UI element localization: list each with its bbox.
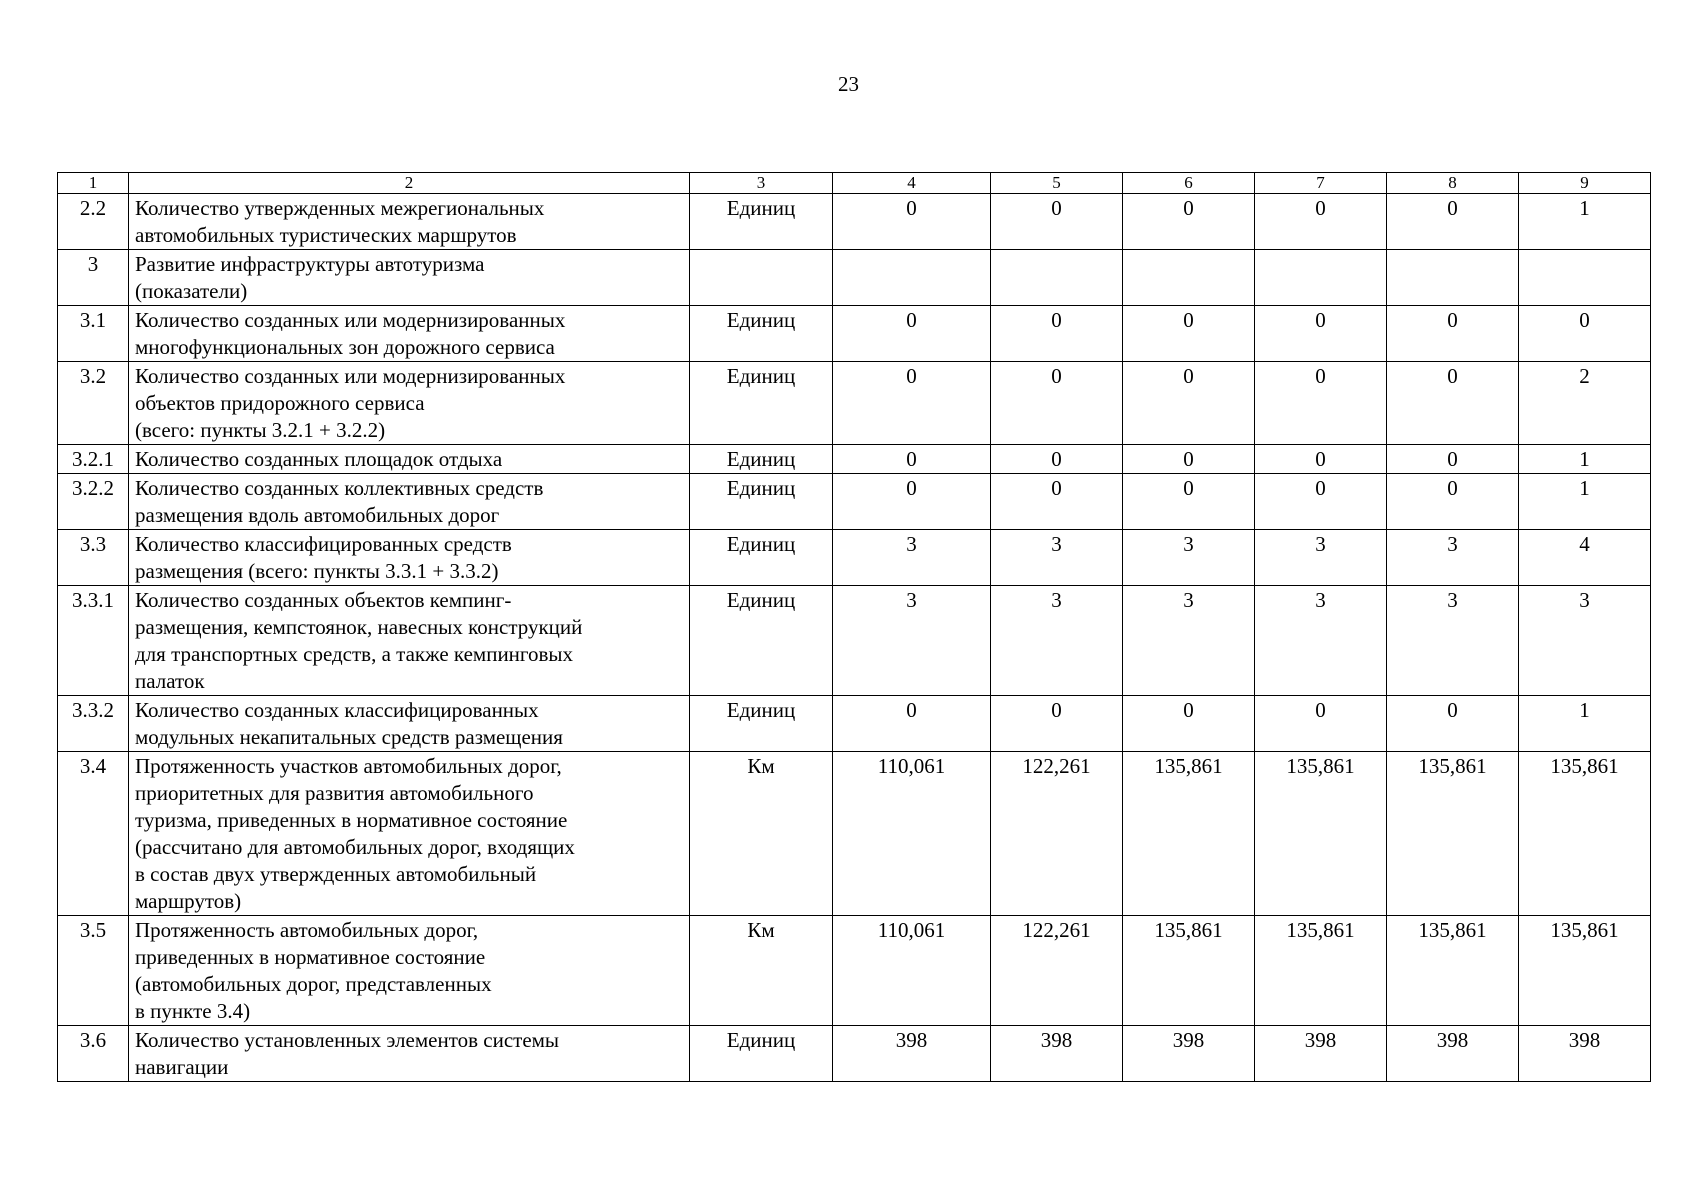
table-row <box>58 250 1651 306</box>
value-cell: 3 <box>1255 530 1387 586</box>
value-cell: 0 <box>1387 696 1519 752</box>
indicator-name <box>129 445 690 474</box>
value-cell: 0 <box>991 306 1123 362</box>
indicator-name-line: размещения вдоль автомобильных дорог <box>135 503 500 527</box>
value-cell: 0 <box>991 194 1123 250</box>
table-row <box>58 445 1651 474</box>
value-cell: 0 <box>1255 306 1387 362</box>
indicator-name-line: (рассчитано для автомобильных дорог, входящих <box>135 835 575 859</box>
indicator-name-line: в пункте 3.4) <box>135 999 251 1023</box>
indicator-name <box>129 250 690 306</box>
row-number: 3.3 <box>58 530 129 586</box>
unit-cell: Единиц <box>690 586 833 696</box>
value-cell: 398 <box>1387 1026 1519 1082</box>
indicator-name <box>129 916 690 1026</box>
indicator-name-line: Развитие инфраструктуры автотуризма <box>135 252 485 276</box>
value-cell <box>833 250 991 306</box>
row-number: 2.2 <box>58 194 129 250</box>
table-row <box>58 194 1651 250</box>
unit-cell: Единиц <box>690 530 833 586</box>
unit-cell: Единиц <box>690 194 833 250</box>
column-number: 2 <box>129 173 690 194</box>
value-cell: 3 <box>991 530 1123 586</box>
indicator-name-line: многофункциональных зон дорожного сервиса <box>135 335 555 359</box>
table-row <box>58 1026 1651 1082</box>
table-row <box>58 474 1651 530</box>
value-cell: 0 <box>1255 696 1387 752</box>
indicator-name-line: (всего: пункты 3.2.1 + 3.2.2) <box>135 418 386 442</box>
value-cell: 0 <box>1387 474 1519 530</box>
unit-cell: Единиц <box>690 696 833 752</box>
value-cell: 0 <box>833 696 991 752</box>
indicator-name-line: Количество созданных площадок отдыха <box>135 447 503 471</box>
value-cell: 398 <box>1123 1026 1255 1082</box>
value-cell: 3 <box>991 586 1123 696</box>
indicator-name-line: Количество созданных коллективных средств <box>135 476 544 500</box>
column-number-row <box>58 173 1651 194</box>
value-cell: 0 <box>833 474 991 530</box>
indicator-name-line: навигации <box>135 1055 229 1079</box>
value-cell: 122,261 <box>991 916 1123 1026</box>
indicator-name-line: размещения (всего: пункты 3.3.1 + 3.3.2) <box>135 559 499 583</box>
value-cell: 398 <box>1519 1026 1651 1082</box>
row-number: 3.6 <box>58 1026 129 1082</box>
value-cell: 0 <box>1123 194 1255 250</box>
indicator-name-line: (показатели) <box>135 279 248 303</box>
value-cell: 0 <box>1123 696 1255 752</box>
value-cell: 0 <box>1123 306 1255 362</box>
value-cell: 0 <box>1123 362 1255 445</box>
unit-cell: Км <box>690 916 833 1026</box>
value-cell: 1 <box>1519 194 1651 250</box>
indicator-name-line: маршрутов) <box>135 889 242 913</box>
value-cell <box>1123 250 1255 306</box>
indicator-name-line: Количество классифицированных средств <box>135 532 512 556</box>
value-cell: 0 <box>1519 306 1651 362</box>
table-row <box>58 362 1651 445</box>
row-number: 3.2.2 <box>58 474 129 530</box>
unit-cell: Единиц <box>690 474 833 530</box>
value-cell: 3 <box>1387 530 1519 586</box>
value-cell: 3 <box>833 586 991 696</box>
table-row <box>58 586 1651 696</box>
value-cell: 135,861 <box>1387 916 1519 1026</box>
row-number: 3.3.1 <box>58 586 129 696</box>
column-number: 3 <box>690 173 833 194</box>
value-cell: 110,061 <box>833 752 991 916</box>
indicator-name-line: (автомобильных дорог, представленных <box>135 972 492 996</box>
value-cell: 0 <box>991 696 1123 752</box>
column-number: 1 <box>58 173 129 194</box>
value-cell <box>1387 250 1519 306</box>
table-row <box>58 530 1651 586</box>
value-cell: 0 <box>991 474 1123 530</box>
row-number: 3.4 <box>58 752 129 916</box>
value-cell: 398 <box>833 1026 991 1082</box>
indicator-name <box>129 752 690 916</box>
value-cell: 135,861 <box>1123 916 1255 1026</box>
value-cell: 0 <box>833 362 991 445</box>
value-cell <box>991 250 1123 306</box>
indicator-name <box>129 1026 690 1082</box>
row-number: 3.5 <box>58 916 129 1026</box>
value-cell: 0 <box>1255 362 1387 445</box>
column-number: 6 <box>1123 173 1255 194</box>
indicator-name-line: для транспортных средств, а также кемпинговых <box>135 642 574 666</box>
value-cell: 0 <box>1255 445 1387 474</box>
value-cell: 398 <box>991 1026 1123 1082</box>
indicator-name-line: туризма, приведенных в нормативное состояние <box>135 808 568 832</box>
value-cell: 0 <box>1387 445 1519 474</box>
value-cell: 0 <box>833 194 991 250</box>
indicator-name-line: Количество созданных или модернизированных <box>135 308 566 332</box>
indicator-name <box>129 474 690 530</box>
value-cell: 1 <box>1519 445 1651 474</box>
value-cell: 135,861 <box>1255 752 1387 916</box>
indicator-name-line: Количество установленных элементов системы <box>135 1028 560 1052</box>
value-cell: 1 <box>1519 696 1651 752</box>
table-row <box>58 696 1651 752</box>
value-cell: 3 <box>1255 586 1387 696</box>
page-number: 23 <box>838 72 859 96</box>
value-cell: 0 <box>991 445 1123 474</box>
value-cell: 135,861 <box>1387 752 1519 916</box>
value-cell: 0 <box>833 445 991 474</box>
unit-cell: Единиц <box>690 306 833 362</box>
value-cell: 0 <box>833 306 991 362</box>
value-cell: 0 <box>1123 474 1255 530</box>
value-cell: 135,861 <box>1519 752 1651 916</box>
value-cell <box>1519 250 1651 306</box>
value-cell: 3 <box>1123 530 1255 586</box>
value-cell: 0 <box>1255 194 1387 250</box>
indicator-name <box>129 362 690 445</box>
value-cell: 3 <box>1123 586 1255 696</box>
table-body <box>58 173 1651 1082</box>
row-number: 3.1 <box>58 306 129 362</box>
indicators-table <box>57 172 1651 1082</box>
value-cell: 0 <box>1387 306 1519 362</box>
value-cell <box>1255 250 1387 306</box>
column-number: 5 <box>991 173 1123 194</box>
value-cell: 135,861 <box>1123 752 1255 916</box>
table-row <box>58 752 1651 916</box>
column-number: 7 <box>1255 173 1387 194</box>
indicator-name-line: Количество созданных классифицированных <box>135 698 539 722</box>
value-cell: 0 <box>1123 445 1255 474</box>
indicator-name <box>129 696 690 752</box>
column-number: 4 <box>833 173 991 194</box>
value-cell: 0 <box>991 362 1123 445</box>
value-cell: 3 <box>833 530 991 586</box>
value-cell: 122,261 <box>991 752 1123 916</box>
table-row <box>58 916 1651 1026</box>
indicator-name-line: приоритетных для развития автомобильного <box>135 781 534 805</box>
value-cell: 0 <box>1255 474 1387 530</box>
row-number: 3.2.1 <box>58 445 129 474</box>
value-cell: 135,861 <box>1519 916 1651 1026</box>
indicator-name <box>129 586 690 696</box>
unit-cell: Единиц <box>690 445 833 474</box>
unit-cell: Единиц <box>690 1026 833 1082</box>
indicator-name-line: размещения, кемпстоянок, навесных конструкций <box>135 615 583 639</box>
indicator-name <box>129 194 690 250</box>
value-cell: 2 <box>1519 362 1651 445</box>
indicator-name-line: Протяженность участков автомобильных дорог, <box>135 754 562 778</box>
indicator-name-line: объектов придорожного сервиса <box>135 391 425 415</box>
indicator-name-line: Количество утвержденных межрегиональных <box>135 196 545 220</box>
indicator-name-line: палаток <box>135 669 205 693</box>
unit-cell <box>690 250 833 306</box>
indicator-name-line: Протяженность автомобильных дорог, <box>135 918 479 942</box>
indicator-name-line: автомобильных туристических маршрутов <box>135 223 517 247</box>
unit-cell: Км <box>690 752 833 916</box>
column-number: 8 <box>1387 173 1519 194</box>
indicator-name <box>129 306 690 362</box>
indicator-name-line: модульных некапитальных средств размещения <box>135 725 563 749</box>
indicator-name-line: приведенных в нормативное состояние <box>135 945 486 969</box>
row-number: 3.2 <box>58 362 129 445</box>
value-cell: 0 <box>1387 362 1519 445</box>
value-cell: 0 <box>1387 194 1519 250</box>
value-cell: 4 <box>1519 530 1651 586</box>
unit-cell: Единиц <box>690 362 833 445</box>
table-row <box>58 306 1651 362</box>
row-number: 3 <box>58 250 129 306</box>
indicator-name <box>129 530 690 586</box>
indicator-name-line: в состав двух утвержденных автомобильный <box>135 862 537 886</box>
row-number: 3.3.2 <box>58 696 129 752</box>
value-cell: 398 <box>1255 1026 1387 1082</box>
value-cell: 3 <box>1519 586 1651 696</box>
value-cell: 135,861 <box>1255 916 1387 1026</box>
column-number: 9 <box>1519 173 1651 194</box>
value-cell: 110,061 <box>833 916 991 1026</box>
indicator-name-line: Количество созданных или модернизированных <box>135 364 566 388</box>
value-cell: 3 <box>1387 586 1519 696</box>
indicator-name-line: Количество созданных объектов кемпинг- <box>135 588 512 612</box>
value-cell: 1 <box>1519 474 1651 530</box>
